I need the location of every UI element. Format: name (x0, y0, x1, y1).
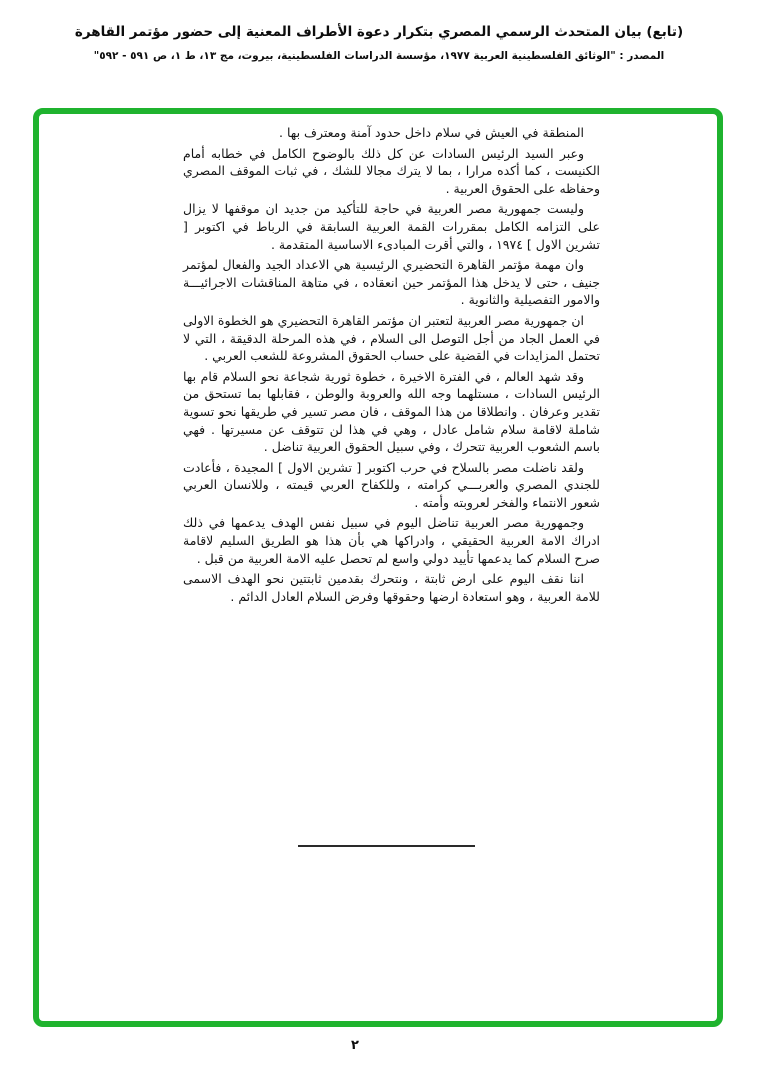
paragraph: وقد شهد العالم ، في الفترة الاخيرة ، خطوة ثورية شجاعة نحو السلام قام بها الرئيس السادات ، مستلهما وجه الله والعروبة والوطن ، فقابلها بما تستحق من تقدير وعرفان . وانطلاقا من هذا الموقف ، فان مصر تسير في طريقها نحو تسوية شاملة لاقامة سلام شامل عادل ، وهي في هذا لن تتوقف عن مسيرتها . فهي باسم الشعوب العربية تتحرك ، وفي سبيل الحقوق العربية تناضل . (183, 368, 600, 455)
end-separator-line (298, 845, 475, 847)
page-header (0, 24, 758, 62)
paragraph: وجمهورية مصر العربية تناضل اليوم في سبيل نفس الهدف يدعمها في ذلك ادراك الامة العربية الحقيقي ، وادراكها هي بأن هذا هو الطريق السليم لاقامة صرح السلام كما يدعمها تأييد دولي واسع لم تحصل عليه الامة العربية من قبل . (183, 515, 600, 566)
paragraph: المنطقة في العيش في سلام داخل حدود آمنة ومعترف بها . (279, 125, 584, 140)
paragraph: وعبر السيد الرئيس السادات عن كل ذلك بالوضوح الكامل في خطابه أمام الكنيست ، كما أكده مرارا ، بما لا يترك مجالا للشك ، في ثبات الموقف المصري وحفاظه على الحقوق العربية . (183, 145, 600, 196)
document-title: (تابع) بيان المتحدث الرسمي المصري بتكرار دعوة الأطراف المعنية إلى حضور مؤتمر القاهرة (74, 24, 684, 40)
paragraph: ان جمهورية مصر العربية لتعتبر ان مؤتمر القاهرة التحضيري هو الخطوة الاولى في العمل الجاد من أجل التوصل الى السلام ، في هذه المرحلة الدقيقة ، التي لا تحتمل المزايدات في القضية على حساب الحقوق المشروعة للشعب العربي . (183, 312, 600, 364)
paragraph: ولقد ناضلت مصر بالسلاح في حرب اكتوبر [ تشرين الاول ] المجيدة ، فأعادت للجندي المصري والعربـــي كرامته ، وللكفاح العربي قيمته ، وللانسان العربي شعور الانتماء والفخر لعروبته وأمته . (183, 459, 600, 510)
page-number: ٢ (351, 1038, 359, 1053)
source-citation: المصدر : "الوثائق الفلسطينية العربية ١٩٧٧، مؤسسة الدراسات الفلسطينية، بيروت، مج ١٣، ط ١، ص ٥٩١ - ٥٩٢" (93, 50, 665, 62)
paragraph: اننا نقف اليوم على ارض ثابتة ، ونتحرك بقدمين ثابتتين نحو الهدف الاسمى للامة العربية ، وهو استعادة ارضها وحقوقها وفرض السلام العادل الدائم . (183, 571, 600, 604)
paragraph: وليست جمهورية مصر العربية في حاجة للتأكيد من جديد ان موقفها لا يزال على التزامه الكامل بمقررات القمة العربية السابقة في الرباط في اكتوبر [ تشرين الاول ] ١٩٧٤ ، والتي أقرت المبادىء الاساسية المتقدمة . (183, 201, 600, 252)
paragraph: وان مهمة مؤتمر القاهرة التحضيري الرئيسية هي الاعداد الجيد والفعال لمؤتمر جنيف ، حتى لا يدخل هذا المؤتمر حين انعقاده ، في متاهة المناقشات الاجرائيـــة والامور التفصيلية والثانوية . (183, 257, 600, 308)
body-text-column (183, 124, 600, 608)
